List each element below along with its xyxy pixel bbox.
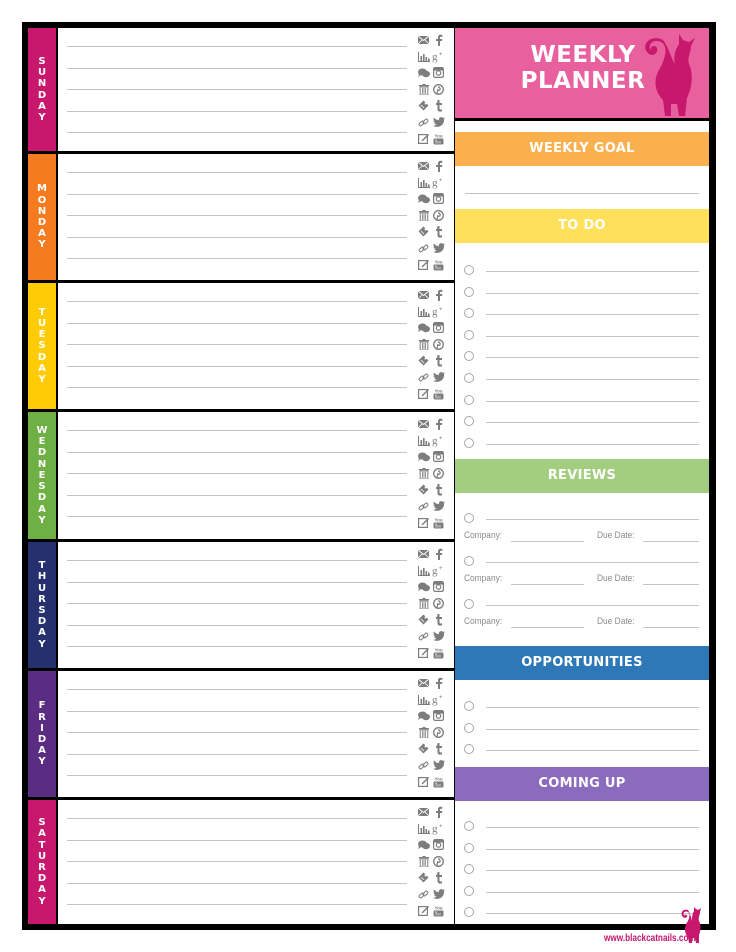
- svg-text:You: You: [434, 647, 443, 653]
- company-label: Company:: [464, 616, 503, 627]
- facebook-icon: [435, 289, 443, 301]
- planner-title: WEEKLY PLANNER: [520, 42, 646, 94]
- google-plus-icon: [432, 177, 445, 189]
- svg-text:+: +: [439, 823, 443, 830]
- todo-item-line[interactable]: [486, 336, 699, 337]
- day-label-letter: U: [37, 317, 47, 329]
- days-column: [28, 28, 454, 924]
- day-label-letter: U: [37, 850, 47, 862]
- svg-text:You: You: [434, 905, 443, 911]
- day-label-letter: N: [37, 458, 47, 470]
- youtube-icon: [433, 259, 444, 271]
- day-label-letter: D: [37, 351, 47, 363]
- chat-icon: [418, 194, 430, 204]
- chat-icon: [418, 68, 430, 78]
- company-field[interactable]: [511, 584, 584, 585]
- link-icon: [418, 760, 429, 771]
- review-item-checkbox[interactable]: [464, 599, 474, 609]
- link-icon: [418, 501, 429, 512]
- note-line[interactable]: [67, 237, 407, 238]
- day-label-letter: D: [37, 217, 47, 228]
- day-label-letter: Y: [38, 514, 46, 526]
- chat-icon: [418, 452, 430, 462]
- chat-icon: [418, 840, 430, 850]
- todo-item-checkbox[interactable]: [464, 287, 474, 297]
- google-plus-icon: [432, 565, 445, 577]
- todo-item-checkbox[interactable]: [464, 416, 474, 426]
- day-block-sunday: [28, 28, 454, 151]
- note-line[interactable]: [67, 732, 407, 733]
- social-icon-grid: [416, 675, 446, 790]
- chart-icon: [418, 52, 430, 62]
- day-block-thursday: [28, 542, 454, 668]
- link-icon: [418, 117, 429, 128]
- svg-text:+: +: [439, 51, 443, 58]
- todo-item-checkbox[interactable]: [464, 308, 474, 318]
- day-label-letter: E: [38, 436, 46, 448]
- tumblr-icon: [435, 614, 443, 626]
- instagram-icon: [433, 67, 444, 78]
- coming-up-item-line[interactable]: [486, 913, 699, 914]
- tag-icon: [418, 484, 429, 495]
- day-label-letter: E: [38, 469, 46, 481]
- pinterest-icon: [433, 210, 444, 221]
- link-icon: [418, 243, 429, 254]
- facebook-icon: [435, 548, 443, 560]
- svg-text:g: g: [432, 564, 438, 577]
- pinterest-icon: [433, 598, 444, 609]
- day-label-letter: A: [38, 828, 46, 840]
- mail-icon: [418, 550, 429, 558]
- todo-item-checkbox[interactable]: [464, 351, 474, 361]
- pinterest-icon: [433, 727, 444, 738]
- note-line[interactable]: [67, 366, 407, 367]
- trash-icon: [419, 598, 429, 609]
- opportunity-item-checkbox[interactable]: [464, 744, 474, 754]
- day-label-letter: A: [38, 362, 46, 374]
- coming-up-item-checkbox[interactable]: [464, 886, 474, 896]
- tag-icon: [418, 100, 429, 111]
- note-line[interactable]: [67, 495, 407, 496]
- weekly-goal-header: WEEKLY GOAL: [455, 132, 709, 166]
- cat-silhouette-icon: [641, 30, 707, 118]
- due-date-field[interactable]: [643, 541, 699, 542]
- todo-item-checkbox[interactable]: [464, 395, 474, 405]
- note-line[interactable]: [67, 516, 407, 517]
- facebook-icon: [435, 806, 443, 818]
- chart-icon: [418, 307, 430, 317]
- chart-icon: [418, 436, 430, 446]
- svg-text:g: g: [432, 50, 438, 63]
- todo-item-line[interactable]: [486, 293, 699, 294]
- day-label-letter: D: [37, 89, 47, 101]
- social-icon-grid: [416, 804, 446, 919]
- todo-item-line[interactable]: [486, 401, 699, 402]
- day-label-letter: A: [38, 503, 46, 515]
- day-label-monday: [28, 154, 56, 280]
- review-item-checkbox[interactable]: [464, 513, 474, 523]
- day-label-letter: T: [38, 839, 46, 851]
- social-icon-grid: [416, 158, 446, 273]
- tumblr-icon: [435, 226, 443, 238]
- chart-icon: [418, 695, 430, 705]
- day-label-saturday: [28, 800, 56, 924]
- company-label: Company:: [464, 573, 503, 584]
- todo-item-line[interactable]: [486, 271, 699, 272]
- day-label-letter: A: [38, 627, 46, 639]
- coming-up-item-checkbox[interactable]: [464, 864, 474, 874]
- note-line[interactable]: [67, 430, 407, 431]
- chat-icon: [418, 711, 430, 721]
- opportunity-item-checkbox[interactable]: [464, 701, 474, 711]
- review-item-line[interactable]: [486, 519, 699, 520]
- day-label-letter: D: [37, 734, 47, 745]
- day-label-letter: Y: [38, 111, 46, 123]
- instagram-icon: [433, 710, 444, 721]
- reviews-header: REVIEWS: [455, 459, 709, 493]
- twitter-icon: [433, 243, 445, 253]
- edit-icon: [418, 905, 429, 916]
- link-icon: [418, 372, 429, 383]
- svg-text:You: You: [434, 388, 443, 394]
- tag-icon: [418, 614, 429, 625]
- note-line[interactable]: [67, 775, 407, 776]
- note-line[interactable]: [67, 861, 407, 862]
- svg-text:g: g: [432, 305, 438, 318]
- note-line[interactable]: [67, 215, 407, 216]
- link-icon: [418, 631, 429, 642]
- chat-icon: [418, 582, 430, 592]
- day-block-monday: [28, 154, 454, 280]
- trash-icon: [419, 84, 429, 95]
- edit-icon: [418, 259, 429, 270]
- svg-text:You: You: [434, 133, 443, 139]
- day-label-letter: S: [38, 55, 46, 67]
- chart-icon: [418, 566, 430, 576]
- social-icon-grid: [416, 546, 446, 661]
- company-field[interactable]: [511, 627, 584, 628]
- tag-icon: [418, 872, 429, 883]
- day-label-letter: R: [38, 593, 46, 605]
- twitter-icon: [433, 117, 445, 127]
- social-icon-grid: [416, 287, 446, 402]
- note-line[interactable]: [67, 473, 407, 474]
- twitter-icon: [433, 501, 445, 511]
- mail-icon: [418, 291, 429, 299]
- day-label-letter: S: [38, 605, 46, 616]
- mail-icon: [418, 420, 429, 428]
- day-label-letter: Y: [38, 895, 46, 907]
- day-label-letter: Y: [38, 756, 46, 768]
- day-label-letter: M: [37, 183, 47, 195]
- mail-icon: [418, 679, 429, 687]
- mail-icon: [418, 36, 429, 44]
- chat-icon: [418, 323, 430, 333]
- svg-text:g: g: [432, 434, 438, 447]
- weekly-goal-line[interactable]: [465, 193, 699, 194]
- youtube-icon: [433, 517, 444, 529]
- due-date-field[interactable]: [643, 584, 699, 585]
- youtube-icon: [433, 905, 444, 917]
- youtube-icon: [433, 647, 444, 659]
- day-label-letter: Y: [38, 638, 46, 650]
- facebook-icon: [435, 677, 443, 689]
- day-notes-area[interactable]: [58, 283, 454, 409]
- note-line[interactable]: [67, 344, 407, 345]
- day-label-letter: R: [38, 862, 46, 873]
- day-label-letter: S: [38, 340, 46, 352]
- todo-item-line[interactable]: [486, 314, 699, 315]
- instagram-icon: [433, 581, 444, 592]
- todo-header: TO DO: [455, 209, 709, 243]
- tumblr-icon: [435, 100, 443, 112]
- note-line[interactable]: [67, 711, 407, 712]
- twitter-icon: [433, 760, 445, 770]
- youtube-icon: [433, 776, 444, 788]
- twitter-icon: [433, 631, 445, 641]
- mail-icon: [418, 808, 429, 816]
- opportunity-item-line[interactable]: [486, 729, 699, 730]
- day-label-letter: T: [38, 560, 46, 572]
- tag-icon: [418, 743, 429, 754]
- note-line[interactable]: [67, 582, 407, 583]
- note-line[interactable]: [67, 172, 407, 173]
- day-block-friday: [28, 671, 454, 797]
- day-notes-area[interactable]: [58, 800, 454, 924]
- note-line[interactable]: [67, 904, 407, 905]
- pinterest-icon: [433, 339, 444, 350]
- tumblr-icon: [435, 743, 443, 755]
- day-label-letter: Y: [38, 239, 46, 251]
- social-icon-grid: [416, 416, 446, 531]
- note-line[interactable]: [67, 194, 407, 195]
- note-line[interactable]: [67, 68, 407, 69]
- todo-item-line[interactable]: [486, 357, 699, 358]
- day-label-letter: I: [40, 722, 44, 734]
- day-label-letter: E: [38, 329, 46, 341]
- note-line[interactable]: [67, 646, 407, 647]
- mail-icon: [418, 162, 429, 170]
- coming-up-item-checkbox[interactable]: [464, 843, 474, 853]
- trash-icon: [419, 856, 429, 867]
- google-plus-icon: [432, 306, 445, 318]
- note-line[interactable]: [67, 883, 407, 884]
- note-line[interactable]: [67, 258, 407, 259]
- day-label-letter: W: [36, 425, 48, 437]
- opportunity-item-line[interactable]: [486, 750, 699, 751]
- svg-text:You: You: [434, 517, 443, 523]
- twitter-icon: [433, 889, 445, 899]
- link-icon: [418, 889, 429, 900]
- edit-icon: [418, 647, 429, 658]
- day-label-letter: T: [38, 306, 46, 318]
- tumblr-icon: [435, 872, 443, 884]
- tag-icon: [418, 226, 429, 237]
- note-line[interactable]: [67, 603, 407, 604]
- todo-item-checkbox[interactable]: [464, 330, 474, 340]
- tumblr-icon: [435, 484, 443, 496]
- day-label-letter: A: [38, 100, 46, 112]
- day-label-letter: R: [38, 711, 46, 723]
- note-line[interactable]: [67, 111, 407, 112]
- day-label-letter: D: [37, 492, 47, 504]
- instagram-icon: [433, 451, 444, 462]
- trash-icon: [419, 339, 429, 350]
- svg-text:+: +: [439, 565, 443, 572]
- trash-icon: [419, 210, 429, 221]
- todo-item-line[interactable]: [486, 444, 699, 445]
- due-date-label: Due Date:: [597, 573, 635, 584]
- svg-text:+: +: [439, 435, 443, 442]
- coming-up-item-line[interactable]: [486, 827, 699, 828]
- review-item-line[interactable]: [486, 562, 699, 563]
- opportunity-item-line[interactable]: [486, 707, 699, 708]
- twitter-icon: [433, 372, 445, 382]
- day-label-letter: U: [37, 582, 47, 594]
- day-label-letter: Y: [38, 374, 46, 385]
- todo-item-checkbox[interactable]: [464, 438, 474, 448]
- coming-up-header: COMING UP: [455, 767, 709, 801]
- note-line[interactable]: [67, 560, 407, 561]
- youtube-icon: [433, 133, 444, 145]
- due-date-label: Due Date:: [597, 530, 635, 541]
- pinterest-icon: [433, 856, 444, 867]
- svg-text:g: g: [432, 176, 438, 189]
- day-block-tuesday: [28, 283, 454, 409]
- day-block-wednesday: [28, 412, 454, 539]
- note-line[interactable]: [67, 840, 407, 841]
- day-notes-area[interactable]: [58, 542, 454, 668]
- day-label-letter: S: [38, 817, 46, 829]
- note-line[interactable]: [67, 818, 407, 819]
- edit-icon: [418, 133, 429, 144]
- day-label-thursday: [28, 542, 56, 668]
- edit-icon: [418, 776, 429, 787]
- svg-text:+: +: [439, 306, 443, 313]
- svg-text:+: +: [439, 694, 443, 701]
- day-label-letter: N: [37, 78, 47, 90]
- day-label-friday: [28, 671, 56, 797]
- edit-icon: [418, 517, 429, 528]
- trash-icon: [419, 727, 429, 738]
- coming-up-item-line[interactable]: [486, 892, 699, 893]
- day-label-sunday: [28, 28, 56, 151]
- coming-up-item-checkbox[interactable]: [464, 907, 474, 917]
- chart-icon: [418, 824, 430, 834]
- title-banner: [455, 28, 709, 121]
- pinterest-icon: [433, 84, 444, 95]
- note-line[interactable]: [67, 689, 407, 690]
- note-line[interactable]: [67, 301, 407, 302]
- footer-website-link[interactable]: www.blackcatnails.com: [604, 933, 696, 944]
- review-item-checkbox[interactable]: [464, 556, 474, 566]
- day-label-letter: D: [37, 447, 47, 459]
- svg-text:g: g: [432, 693, 438, 706]
- day-label-letter: H: [37, 571, 47, 583]
- day-block-saturday: [28, 800, 454, 924]
- due-date-label: Due Date:: [597, 616, 635, 627]
- review-item-line[interactable]: [486, 605, 699, 606]
- day-label-letter: O: [37, 194, 47, 206]
- day-label-letter: S: [38, 481, 46, 493]
- facebook-icon: [435, 418, 443, 430]
- opportunities-header: OPPORTUNITIES: [455, 646, 709, 680]
- google-plus-icon: [432, 694, 445, 706]
- instagram-icon: [433, 839, 444, 850]
- svg-text:You: You: [434, 776, 443, 782]
- day-label-letter: U: [37, 67, 47, 79]
- note-line[interactable]: [67, 625, 407, 626]
- due-date-field[interactable]: [643, 627, 699, 628]
- opportunity-item-checkbox[interactable]: [464, 723, 474, 733]
- coming-up-item-line[interactable]: [486, 849, 699, 850]
- svg-text:You: You: [434, 259, 443, 265]
- day-notes-area[interactable]: [58, 412, 454, 539]
- day-notes-area[interactable]: [58, 28, 454, 151]
- google-plus-icon: [432, 51, 445, 63]
- day-label-letter: F: [38, 700, 46, 712]
- note-line[interactable]: [67, 46, 407, 47]
- google-plus-icon: [432, 435, 445, 447]
- todo-item-line[interactable]: [486, 422, 699, 423]
- day-notes-area[interactable]: [58, 671, 454, 797]
- note-line[interactable]: [67, 323, 407, 324]
- note-line[interactable]: [67, 132, 407, 133]
- day-label-letter: A: [38, 884, 46, 896]
- note-line[interactable]: [67, 89, 407, 90]
- coming-up-item-checkbox[interactable]: [464, 821, 474, 831]
- tag-icon: [418, 355, 429, 366]
- todo-item-checkbox[interactable]: [464, 265, 474, 275]
- note-line[interactable]: [67, 387, 407, 388]
- youtube-icon: [433, 388, 444, 400]
- facebook-icon: [435, 160, 443, 172]
- trash-icon: [419, 468, 429, 479]
- svg-text:+: +: [439, 177, 443, 184]
- social-icon-grid: [416, 32, 446, 147]
- note-line[interactable]: [67, 452, 407, 453]
- day-label-tuesday: [28, 283, 56, 409]
- day-label-letter: D: [37, 616, 47, 628]
- note-line[interactable]: [67, 754, 407, 755]
- google-plus-icon: [432, 823, 445, 835]
- todo-item-line[interactable]: [486, 379, 699, 380]
- tumblr-icon: [435, 355, 443, 367]
- coming-up-item-line[interactable]: [486, 870, 699, 871]
- svg-text:g: g: [432, 822, 438, 835]
- day-label-letter: A: [38, 228, 46, 240]
- pinterest-icon: [433, 468, 444, 479]
- day-label-wednesday: [28, 412, 56, 539]
- todo-item-checkbox[interactable]: [464, 373, 474, 383]
- instagram-icon: [433, 193, 444, 204]
- facebook-icon: [435, 34, 443, 46]
- day-label-letter: N: [37, 205, 47, 217]
- day-label-letter: D: [37, 873, 47, 885]
- instagram-icon: [433, 322, 444, 333]
- chart-icon: [418, 178, 430, 188]
- company-label: Company:: [464, 530, 503, 541]
- day-label-letter: A: [38, 745, 46, 757]
- company-field[interactable]: [511, 541, 584, 542]
- day-notes-area[interactable]: [58, 154, 454, 280]
- right-panel: [455, 28, 709, 924]
- edit-icon: [418, 388, 429, 399]
